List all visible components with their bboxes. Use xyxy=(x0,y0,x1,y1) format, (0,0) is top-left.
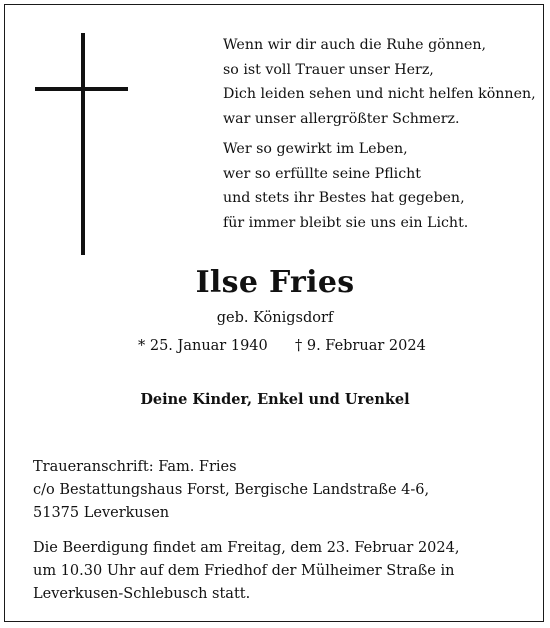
funeral-line: Die Beerdigung findet am Freitag, dem 23. Februar 2024, xyxy=(33,540,460,556)
mourning-address xyxy=(33,456,429,525)
mourners: Deine Kinder, Enkel und Urenkel xyxy=(140,391,410,408)
death-date: † 9. Februar 2024 xyxy=(295,338,426,354)
deceased-name: Ilse Fries xyxy=(195,265,355,300)
birth-name: geb. Königsdorf xyxy=(216,310,334,326)
funeral-info xyxy=(33,537,459,606)
poem-line: Wenn wir dir auch die Ruhe gönnen, xyxy=(223,37,487,53)
obituary-card xyxy=(4,4,544,622)
poem-line: Wer so gewirkt im Leben, xyxy=(223,141,408,157)
poem-line: und stets ihr Bestes hat gegeben, xyxy=(223,190,465,206)
address-line: c/o Bestattungshaus Forst, Bergische Landstraße 4-6, xyxy=(33,482,430,498)
birth-date: * 25. Januar 1940 xyxy=(138,338,268,354)
address-line: Traueranschrift: Fam. Fries xyxy=(33,459,237,475)
poem-line: Dich leiden sehen und nicht helfen können, xyxy=(223,86,536,102)
poem-line: wer so erfüllte seine Pflicht xyxy=(223,165,422,182)
cross-icon-vertical xyxy=(81,33,85,255)
poem-line: für immer bleibt sie uns ein Licht. xyxy=(223,214,469,231)
funeral-line: um 10.30 Uhr auf dem Friedhof der Mülheimer Straße in xyxy=(33,563,455,579)
poem-line: war unser allergrößter Schmerz. xyxy=(223,110,460,127)
poem-stanza-1 xyxy=(223,33,536,131)
address-line: 51375 Leverkusen xyxy=(33,505,170,521)
poem xyxy=(223,33,536,235)
poem-line: so ist voll Trauer unser Herz, xyxy=(223,61,434,78)
cross-icon-horizontal xyxy=(35,87,128,91)
poem-stanza-2 xyxy=(223,137,536,235)
funeral-line: Leverkusen-Schlebusch statt. xyxy=(33,586,251,602)
